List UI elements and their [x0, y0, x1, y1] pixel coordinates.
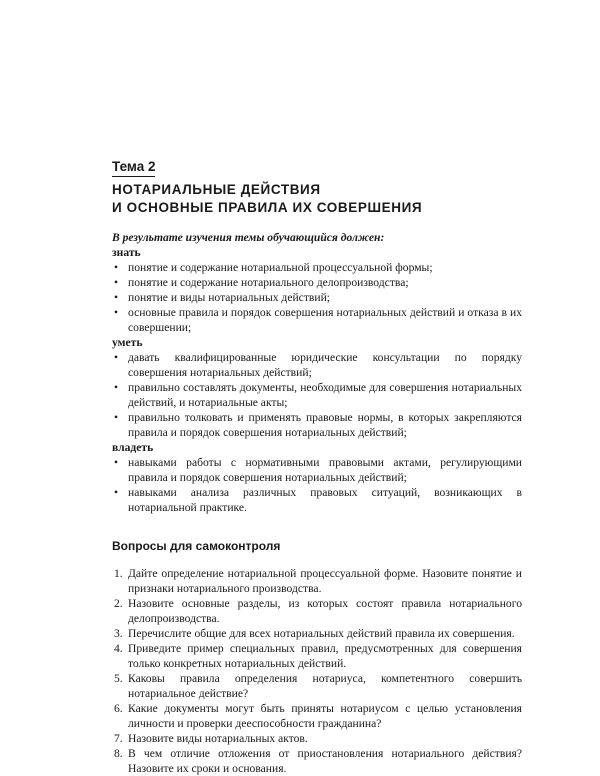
questions-heading: Вопросы для самоконтроля: [112, 539, 281, 553]
list-item-text: понятие и виды нотариальных действий;: [128, 291, 331, 304]
list-item-text: навыками работы с нормативными правовыми актами, регулирующими правила и порядок совершения нотариальных действий;: [128, 456, 522, 484]
question-text: Каковы правила определения нотариуса, компетентного совершить нотариальное действие?: [128, 672, 522, 700]
list-item-text: давать квалифицированные юридические консультации по порядку совершения нотариальных действий;: [128, 351, 522, 379]
question-number: 7.: [114, 732, 123, 745]
list-item: [112, 380, 522, 410]
bullet-icon: •: [114, 456, 119, 469]
bullet-icon: •: [114, 276, 119, 289]
list-item: [112, 410, 522, 440]
question-text: Какие документы могут быть приняты нотариусом с целью установления личности и проверки дееспособности гражданина?: [128, 702, 522, 730]
question-number: 1.: [114, 567, 123, 580]
question-item: [112, 701, 522, 731]
question-text: Приведите пример специальных правил, предусмотренных для совершения только конкретных нотариальных действий.: [128, 642, 522, 670]
question-text: Назовите виды нотариальных актов.: [128, 732, 308, 745]
list-item-text: правильно толковать и применять правовые нормы, в которых закрепляются правила и порядок совершения нотариальных действий;: [128, 411, 522, 439]
outcome-list: [112, 260, 522, 335]
list-item: [112, 485, 522, 515]
bullet-icon: •: [114, 486, 119, 499]
list-item-text: понятие и содержание нотариального делопроизводства;: [128, 276, 409, 289]
bullet-icon: •: [114, 291, 119, 304]
question-number: 4.: [114, 642, 123, 655]
outcome-list: [112, 350, 522, 440]
question-item: [112, 596, 522, 626]
outcome-group-can: [112, 335, 522, 440]
outcome-group-label: уметь: [112, 336, 143, 349]
outcome-list: [112, 455, 522, 515]
outcome-group-master: [112, 440, 522, 515]
question-number: 2.: [114, 597, 123, 610]
list-item: [112, 305, 522, 335]
list-item-text: понятие и содержание нотариальной процессуальной формы;: [128, 261, 433, 274]
bullet-icon: •: [114, 351, 119, 364]
question-item: [112, 626, 522, 641]
bullet-icon: •: [114, 381, 119, 394]
question-text: Назовите основные разделы, из которых состоят правила нотариального делопроизводства.: [128, 597, 522, 625]
question-text: Дайте определение нотариальной процессуальной форме. Назовите понятие и признаки нотариального производства.: [128, 567, 522, 595]
list-item: [112, 350, 522, 380]
list-item: [112, 455, 522, 485]
outcome-group-label: знать: [112, 246, 141, 259]
bullet-icon: •: [114, 261, 119, 274]
question-item: [112, 731, 522, 746]
question-item: [112, 746, 522, 776]
page-content: [112, 158, 522, 776]
bullet-icon: •: [114, 306, 119, 319]
list-item: [112, 290, 522, 305]
question-number: 8.: [114, 747, 123, 760]
question-number: 6.: [114, 702, 123, 715]
question-number: 5.: [114, 672, 123, 685]
outcome-group-know: [112, 245, 522, 335]
question-item: [112, 671, 522, 701]
list-item-text: основные правила и порядок совершения нотариальных действий и отказа в их совершении;: [128, 306, 522, 334]
bullet-icon: •: [114, 411, 119, 424]
question-text: В чем отличие отложения от приостановления нотариального действия? Назовите их сроки и основания.: [128, 747, 522, 775]
learning-outcomes-intro: В результате изучения темы обучающийся должен:: [112, 231, 385, 244]
topic-title: [112, 181, 522, 217]
questions-list: [112, 566, 522, 776]
topic-label: Тема 2: [112, 158, 155, 177]
list-item: [112, 275, 522, 290]
list-item: [112, 260, 522, 275]
question-item: [112, 641, 522, 671]
topic-header: [112, 158, 522, 177]
topic-title-line-1: НОТАРИАЛЬНЫЕ ДЕЙСТВИЯ: [112, 182, 321, 197]
question-item: [112, 566, 522, 596]
question-text: Перечислите общие для всех нотариальных действий правила их совершения.: [128, 627, 515, 640]
outcome-group-label: владеть: [112, 441, 154, 454]
list-item-text: правильно составлять документы, необходимые для совершения нотариальных действий, и нотариальные акты;: [128, 381, 522, 409]
topic-title-line-2: И ОСНОВНЫЕ ПРАВИЛА ИХ СОВЕРШЕНИЯ: [112, 200, 423, 215]
list-item-text: навыками анализа различных правовых ситуаций, возникающих в нотариальной практике.: [128, 486, 522, 514]
question-number: 3.: [114, 627, 123, 640]
